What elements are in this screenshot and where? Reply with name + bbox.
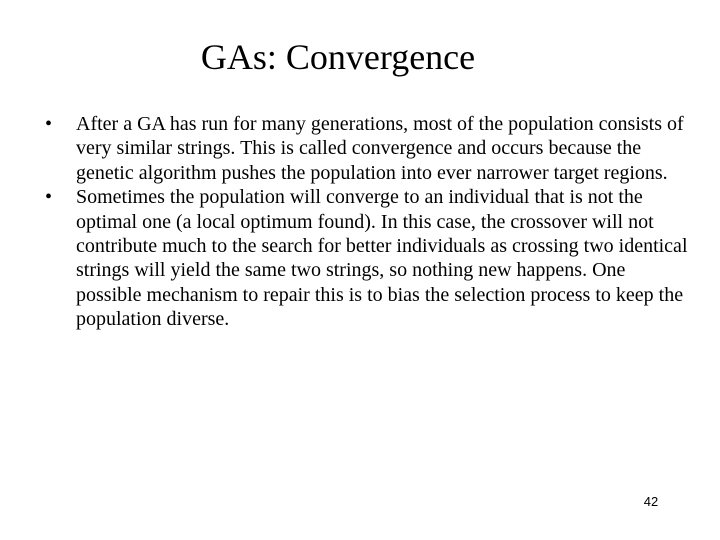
bullet-text-1: After a GA has run for many generations, most of the population consists of very similar strings. This is called convergence and occurs because the genetic algorithm pushes the population into ever narrower target regions. xyxy=(76,113,684,184)
bullet-text-2: Sometimes the population will converge to an individual that is not the optimal one (a local optimum found). In this case, the crossover will not contribute much to the search for better individuals as crossing two identical strings will yield the same two strings, so nothing new happens. One possible mechanism to repair this is to bias the selection process to keep the population diverse. xyxy=(76,186,688,331)
bullet-marker-icon: • xyxy=(45,186,53,209)
bullet-item-1 xyxy=(28,112,688,185)
bullet-marker-icon: • xyxy=(45,113,53,135)
slide-title: GAs: Convergence xyxy=(200,37,476,77)
bullet-item-2 xyxy=(28,185,688,331)
page-number: 42 xyxy=(643,494,659,509)
bullet-list xyxy=(28,112,688,332)
